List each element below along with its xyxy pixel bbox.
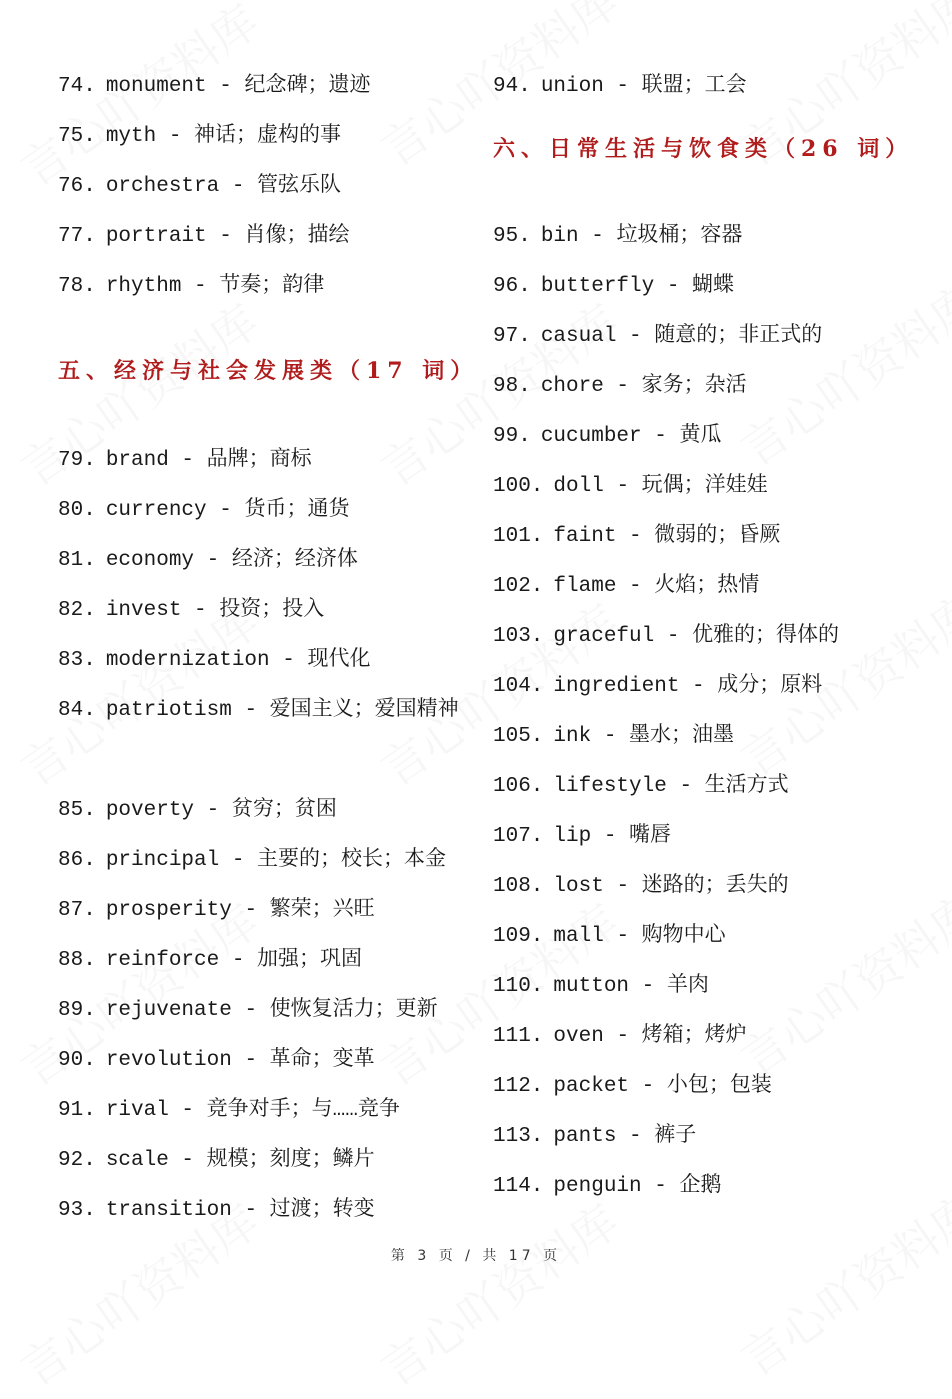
left-column bbox=[58, 62, 479, 1236]
vocab-entry: 79. brand - 品牌；商标 bbox=[58, 449, 312, 472]
vocab-entry: 78. rhythm - 节奏；韵律 bbox=[58, 275, 325, 298]
vocab-entry: 101. faint - 微弱的；昏厥 bbox=[493, 525, 781, 548]
vocab-entry: 111. oven - 烤箱；烤炉 bbox=[493, 1025, 747, 1048]
vocab-entry: 114. penguin - 企鹅 bbox=[493, 1175, 722, 1198]
vocab-entry: 86. principal - 主要的；校长；本金 bbox=[58, 849, 447, 872]
vocab-entry: 107. lip - 嘴唇 bbox=[493, 825, 672, 848]
vocab-entry: 80. currency - 货币；通货 bbox=[58, 499, 350, 522]
section-heading-economy: 五、经济与社会发展类（17 词） bbox=[58, 358, 479, 384]
vocab-entry: 108. lost - 迷路的；丢失的 bbox=[493, 875, 789, 898]
vocab-entry: 87. prosperity - 繁荣；兴旺 bbox=[58, 899, 375, 922]
vocab-entry: 97. casual - 随意的；非正式的 bbox=[493, 325, 823, 348]
vocab-entry: 75. myth - 神话；虚构的事 bbox=[58, 125, 342, 148]
vocab-entry: 88. reinforce - 加强；巩固 bbox=[58, 949, 363, 972]
vocab-entry: 91. rival - 竞争对手；与……竞争 bbox=[58, 1099, 400, 1122]
vocab-entry: 102. flame - 火焰；热情 bbox=[493, 575, 760, 598]
vocab-entry: 110. mutton - 羊肉 bbox=[493, 975, 709, 998]
vocab-entry: 103. graceful - 优雅的；得体的 bbox=[493, 625, 840, 648]
vocab-entry: 76. orchestra - 管弦乐队 bbox=[58, 175, 342, 198]
vocab-entry: 95. bin - 垃圾桶；容器 bbox=[493, 225, 743, 248]
vocab-entry: 92. scale - 规模；刻度；鳞片 bbox=[58, 1149, 375, 1172]
vocab-entry: 85. poverty - 贫穷；贫困 bbox=[58, 799, 337, 822]
vocab-entry: 93. transition - 过渡；转变 bbox=[58, 1199, 375, 1222]
vocab-entry: 99. cucumber - 黄瓜 bbox=[493, 425, 722, 448]
right-column bbox=[493, 62, 913, 1212]
vocab-entry: 98. chore - 家务；杂活 bbox=[493, 375, 747, 398]
vocab-entry: 100. doll - 玩偶；洋娃娃 bbox=[493, 475, 768, 498]
vocab-entry: 89. rejuvenate - 使恢复活力；更新 bbox=[58, 999, 438, 1022]
vocab-entry: 109. mall - 购物中心 bbox=[493, 925, 726, 948]
vocab-entry: 112. packet - 小包；包装 bbox=[493, 1075, 772, 1098]
section-heading-daily-life: 六、日常生活与饮食类（26 词） bbox=[493, 136, 914, 162]
vocab-entry: 77. portrait - 肖像；描绘 bbox=[58, 225, 350, 248]
vocab-entry: 84. patriotism - 爱国主义；爱国精神 bbox=[58, 699, 459, 722]
vocab-entry: 83. modernization - 现代化 bbox=[58, 649, 371, 672]
vocab-entry: 90. revolution - 革命；变革 bbox=[58, 1049, 375, 1072]
page-footer: 第 3 页 / 共 17 页 bbox=[390, 1248, 562, 1264]
vocab-entry: 106. lifestyle - 生活方式 bbox=[493, 775, 789, 798]
vocab-entry: 104. ingredient - 成分；原料 bbox=[493, 675, 823, 698]
vocab-entry: 94. union - 联盟；工会 bbox=[493, 75, 747, 98]
vocab-entry: 81. economy - 经济；经济体 bbox=[58, 549, 358, 572]
vocab-entry: 113. pants - 裤子 bbox=[493, 1125, 697, 1148]
vocab-entry: 96. butterfly - 蝴蝶 bbox=[493, 275, 735, 298]
vocab-entry: 82. invest - 投资；投入 bbox=[58, 599, 325, 622]
vocab-entry: 74. monument - 纪念碑；遗迹 bbox=[58, 75, 371, 98]
vocab-entry: 105. ink - 墨水；油墨 bbox=[493, 725, 735, 748]
